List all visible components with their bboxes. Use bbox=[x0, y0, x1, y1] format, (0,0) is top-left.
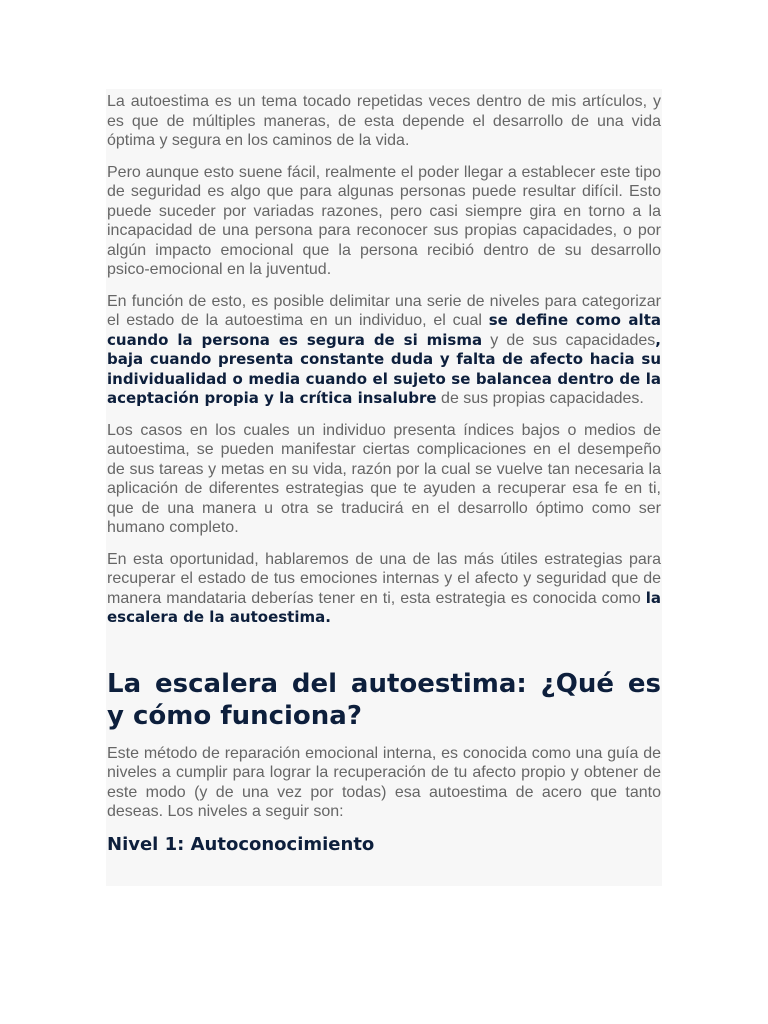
text-span: En función de esto, es posible delimitar una serie de niveles para categorizar el estado de la autoestima en un individuo, el cual bbox=[107, 292, 661, 329]
paragraph-method: Este método de reparación emocional interna, es conocida como una guía de niveles a cumplir para lograr la recuperación de tu afecto propio y obtener de este modo (y de una vez por todas) esa autoestima de acero que tanto deseas. Los niveles a seguir son: bbox=[107, 744, 661, 820]
bold-text-low-medium: , baja cuando presenta constante duda y falta de afecto hacia su individualidad o media cuando el sujeto se balancea dentro de la aceptación propia y la crítica insalubre bbox=[107, 330, 661, 407]
text-span: En esta oportunidad, hablaremos de una de las más útiles estrategias para recuperar el estado de tus emociones internas y el afecto y seguridad que de manera mandataria deberías tener en ti, esta estrategia es conocida como bbox=[107, 550, 661, 607]
text-span: y de sus capacidades bbox=[482, 331, 656, 349]
level-subheading: Nivel 1: Autoconocimiento bbox=[107, 833, 375, 855]
section-heading: La escalera del autoestima: ¿Qué es y cómo funciona? bbox=[107, 668, 661, 731]
bold-text-ladder: la escalera de la autoestima. bbox=[107, 588, 661, 626]
paragraph-levels bbox=[107, 292, 661, 409]
paragraph-strategy bbox=[107, 550, 661, 628]
text-span: de sus propias capacidades. bbox=[436, 390, 644, 407]
paragraph-difficulty: Pero aunque esto suene fácil, realmente el poder llegar a establecer este tipo de seguridad es algo que para algunas personas puede resultar difícil. Esto puede suceder por variadas razones, pero casi siempre gira en torno a la incapacidad de una persona para reconocer sus propias capacidades, o por algún impacto emocional que la persona recibió dentro de su desarrollo psico-emocional en la juventud. bbox=[107, 163, 661, 278]
paragraph-cases: Los casos en los cuales un individuo presenta índices bajos o medios de autoestima, se pueden manifestar ciertas complicaciones en el desempeño de sus tareas y metas en su vida, razón por la cual se vuelve tan necesaria la aplicación de diferentes estrategias que te ayuden a recuperar esa fe en ti, que de una manera u otra se traducirá en el desarrollo óptimo como ser humano completo. bbox=[107, 421, 661, 536]
bold-text-high: se define como alta cuando la persona es segura de si misma bbox=[107, 311, 661, 349]
article-body bbox=[106, 89, 662, 886]
paragraph-intro: La autoestima es un tema tocado repetidas veces dentro de mis artículos, y es que de múltiples maneras, de esta depende el desarrollo de una vida óptima y segura en los caminos de la vida. bbox=[107, 93, 661, 149]
